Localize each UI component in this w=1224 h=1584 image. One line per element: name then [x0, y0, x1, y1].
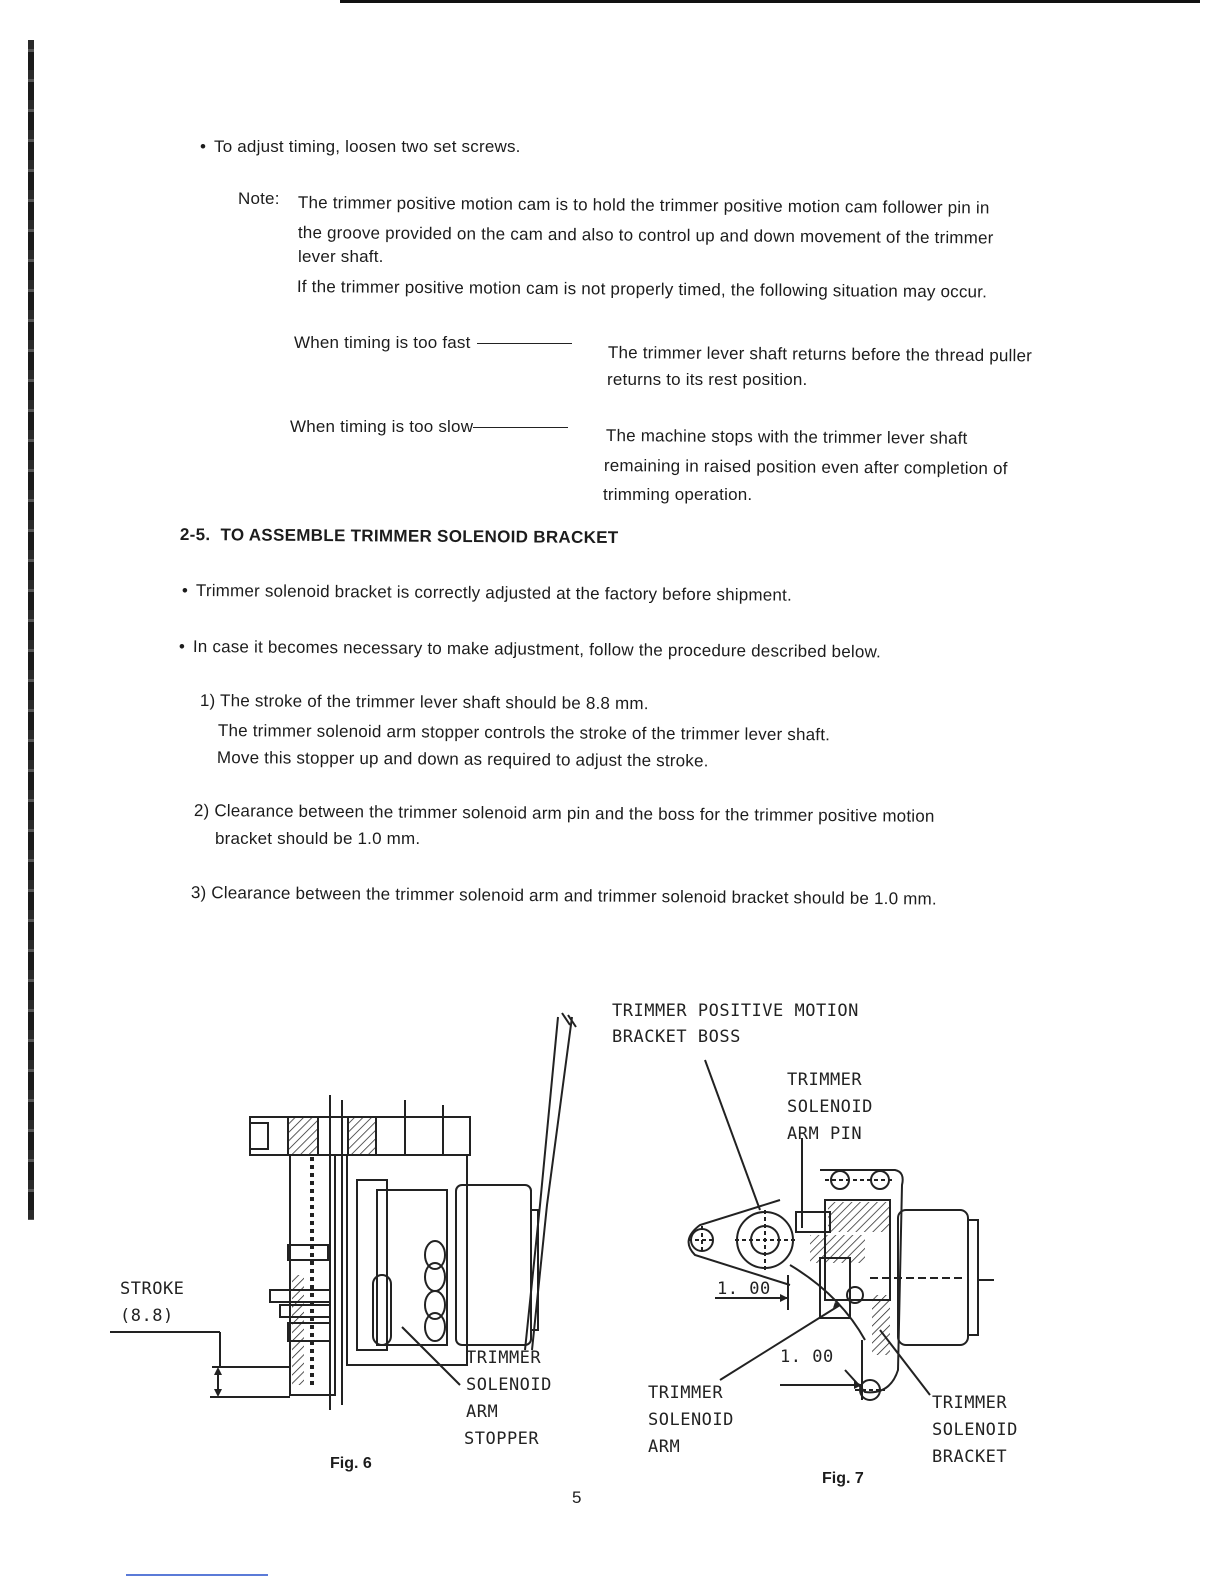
fig6-stroke-label: STROKE — [120, 1279, 185, 1299]
fig7-caption: Fig. 7 — [822, 1470, 864, 1487]
step-1-line-2: The trimmer solenoid arm stopper controls the stroke of the trimmer lever shaft. — [217, 721, 831, 745]
fig6-caption: Fig. 6 — [330, 1455, 372, 1472]
timing-slow-result-1: The machine stops with the trimmer lever shaft — [605, 425, 968, 448]
section-title: TO ASSEMBLE TRIMMER SOLENOID BRACKET — [220, 525, 619, 548]
timing-fast-result-2: returns to its rest position. — [607, 370, 808, 389]
fig7-pin-label-1: TRIMMER — [787, 1070, 863, 1090]
fig7-bracket-label-1: TRIMMER — [932, 1393, 1008, 1413]
page-number: 5 — [572, 1488, 582, 1507]
note-line-1: The trimmer positive motion cam is to hold the trimmer positive motion cam follower pin in — [297, 192, 990, 218]
step-1-line-3: Move this stopper up and down as required to adjust the stroke. — [216, 748, 709, 771]
timing-fast-dash — [477, 343, 572, 344]
fig7-pin-label-2: SOLENOID — [787, 1097, 873, 1117]
note-label: Note: — [238, 189, 280, 208]
timing-fast-label: When timing is too fast — [294, 333, 471, 352]
timing-slow-result-2: remaining in raised position even after completion of — [603, 455, 1008, 479]
fig6-stopper-label-2: SOLENOID — [466, 1375, 552, 1395]
timing-fast-result-1: The trimmer lever shaft returns before the thread puller — [607, 342, 1033, 366]
step-2-line-2: bracket should be 1.0 mm. — [215, 829, 421, 848]
fig6-stopper-label-1: TRIMMER — [466, 1348, 542, 1368]
fig7-bracket-label-3: BRACKET — [932, 1447, 1008, 1467]
fig7-arm-label-1: TRIMMER — [648, 1383, 724, 1403]
step-1-line-1: 1) The stroke of the trimmer lever shaft should be 8.8 mm. — [199, 691, 649, 714]
fig6-stopper-label-3: ARM — [466, 1402, 499, 1422]
scan-left-edge — [28, 40, 34, 1220]
note-line-4: If the trimmer positive motion cam is not properly timed, the following situation may occur. — [296, 276, 988, 302]
section-bullet-1: • Trimmer solenoid bracket is correctly adjusted at the factory before shipment. — [196, 580, 792, 607]
scan-bottom-mark — [126, 1574, 268, 1576]
timing-slow-row — [290, 416, 578, 438]
fig7-pin-label-3: ARM PIN — [787, 1124, 863, 1144]
section-heading — [180, 525, 619, 548]
scan-top-edge — [340, 0, 1200, 3]
step-2-line-1: 2) Clearance between the trimmer solenoid arm pin and the boss for the trimmer positive motion — [193, 800, 935, 826]
intro-bullet: • To adjust timing, loosen two set screws. — [214, 136, 521, 158]
step-3: 3) Clearance between the trimmer solenoid arm and trimmer solenoid bracket should be 1.0 mm. — [190, 882, 937, 909]
timing-slow-label: When timing is too slow — [290, 417, 474, 436]
note-line-2: the groove provided on the cam and also to control up and down movement of the trimmer — [297, 222, 994, 248]
fig7-arm-label-2: SOLENOID — [648, 1410, 734, 1430]
section-number: 2-5. — [179, 525, 211, 545]
fig7-clearance-2: 1. 00 — [780, 1347, 834, 1367]
fig7-bracket-label-2: SOLENOID — [932, 1420, 1018, 1440]
fig7-arm-label-3: ARM — [648, 1437, 681, 1457]
fig7-clearance-1: 1. 00 — [717, 1279, 771, 1299]
timing-slow-result-3: trimming operation. — [603, 485, 753, 504]
fig6-stopper-label-4: STOPPER — [464, 1429, 540, 1449]
timing-slow-dash — [473, 427, 568, 428]
fig7-boss-label-2: BRACKET BOSS — [612, 1027, 741, 1047]
section-bullet-2: • In case it becomes necessary to make adjustment, follow the procedure described below. — [193, 636, 881, 663]
fig6-stroke-value: (8.8) — [120, 1306, 174, 1326]
note-line-3: lever shaft. — [298, 247, 384, 266]
fig7-boss-label-1: TRIMMER POSITIVE MOTION — [612, 1001, 859, 1021]
timing-fast-row — [294, 332, 582, 354]
